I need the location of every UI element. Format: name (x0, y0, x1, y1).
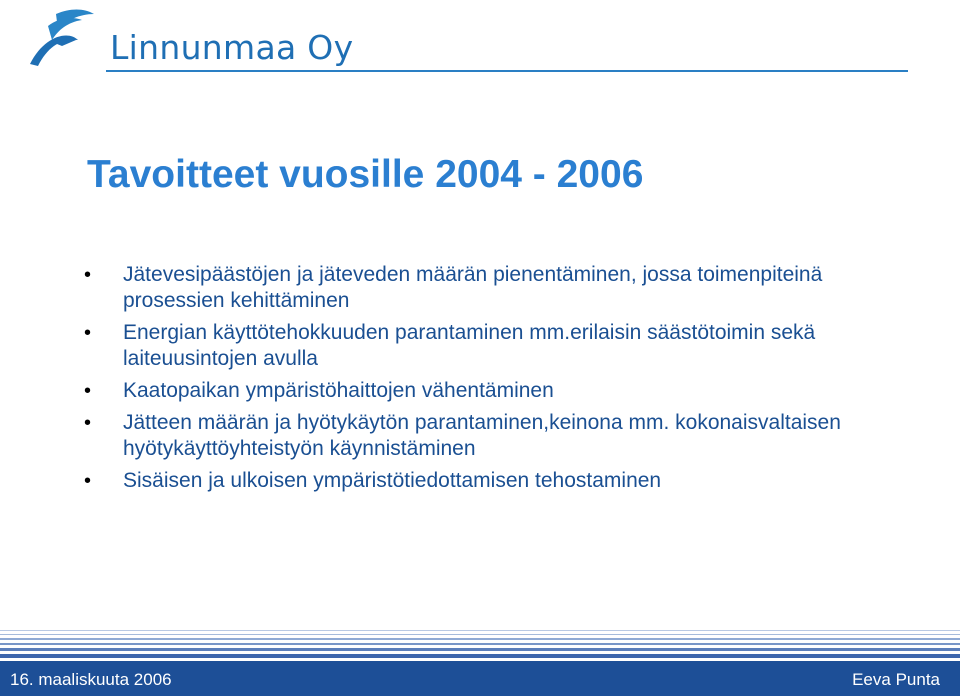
bullet-icon: • (84, 264, 92, 286)
footer-stripes (0, 630, 960, 660)
logo-underline (106, 70, 908, 72)
footer-bar (0, 661, 960, 696)
footer-date: 16. maaliskuuta 2006 (10, 670, 172, 689)
bullet-list (84, 262, 864, 500)
footer-author: Eeva Punta (852, 670, 940, 689)
bird-icon (22, 6, 104, 70)
company-logo (22, 4, 882, 74)
bullet-text: Jätteen määrän ja hyötykäytön parantaminen,keinona mm. kokonaisvaltaisen hyötykäyttöyhteistyön käynnistäminen (123, 411, 841, 460)
bullet-item (84, 468, 864, 494)
slide-title: Tavoitteet vuosille 2004 - 2006 (87, 153, 644, 196)
bullet-icon: • (84, 322, 92, 344)
bullet-text: Kaatopaikan ympäristöhaittojen vähentäminen (123, 379, 554, 402)
bullet-icon: • (84, 412, 92, 434)
bullet-icon: • (84, 470, 92, 492)
bullet-text: Sisäisen ja ulkoisen ympäristötiedottamisen tehostaminen (123, 469, 662, 492)
bullet-text: Energian käyttötehokkuuden parantaminen mm.erilaisin säästötoimin sekä laiteuusintojen avulla (123, 321, 816, 370)
bullet-icon: • (84, 380, 92, 402)
bullet-text: Jätevesipäästöjen ja jäteveden määrän pienentäminen, jossa toimenpiteinä prosessien kehittäminen (123, 263, 823, 312)
bullet-item (84, 410, 864, 462)
bullet-item (84, 320, 864, 372)
company-name: Linnunmaa Oy (110, 28, 354, 67)
bullet-item (84, 262, 864, 314)
bullet-item (84, 378, 864, 404)
